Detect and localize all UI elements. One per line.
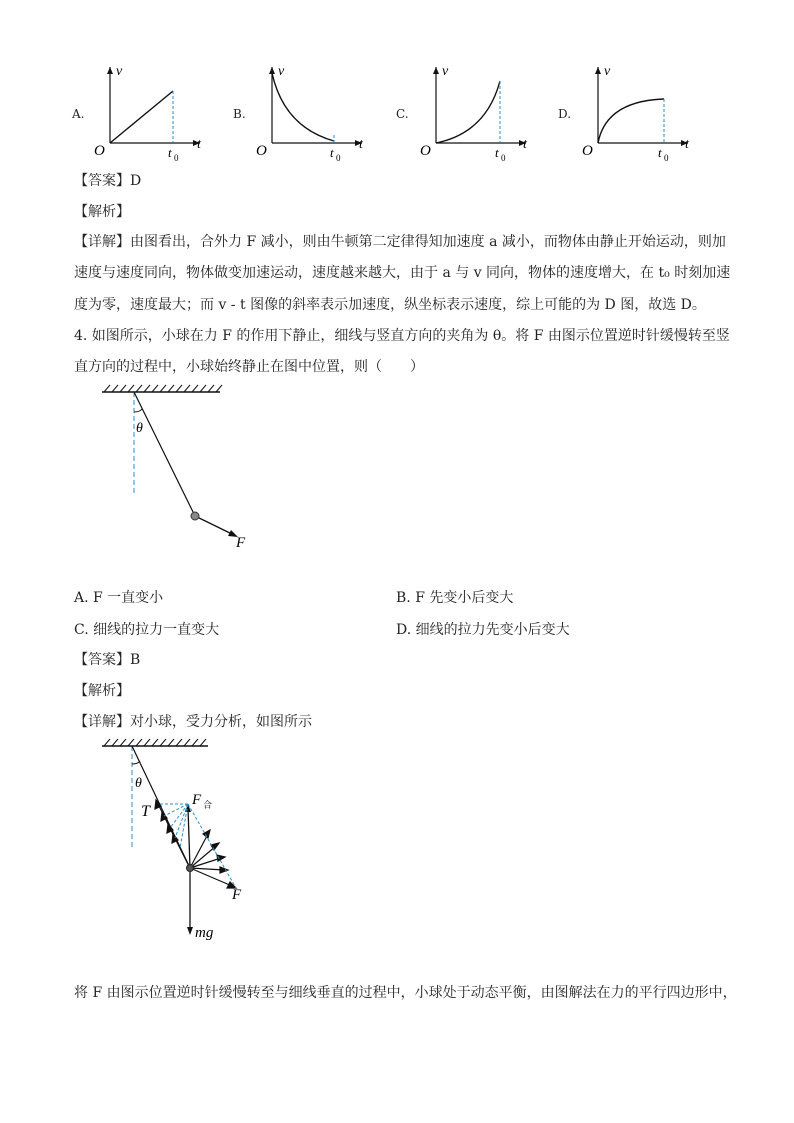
q4-figure-pendulum bbox=[96, 384, 266, 554]
theta-label: θ bbox=[136, 421, 143, 436]
q3-detail-line-3: 度为零，速度最大；而 v - t 图像的斜率表示加速度，纵坐标表示速度，综上可能的为 D 图，故选 D。 bbox=[74, 297, 706, 313]
graph-c bbox=[416, 55, 546, 165]
q4-option-b[interactable]: B. F 先变小后变大 bbox=[396, 590, 514, 606]
answer-value: B bbox=[130, 652, 141, 668]
vt-graphs-row bbox=[0, 55, 794, 175]
q4-option-c[interactable]: C. 细线的拉力一直变大 bbox=[74, 622, 220, 638]
t-axis-label: t bbox=[197, 137, 201, 152]
v-axis-label: v bbox=[116, 64, 123, 79]
q3-detail-line-1: 【详解】由图看出，合外力 F 减小，则由牛顿第二定律得知加速度 a 减小，而物体由静止开始运动，则加 bbox=[74, 234, 726, 250]
origin-label: O bbox=[420, 143, 431, 159]
detail-tag: 【详解】 bbox=[74, 234, 130, 250]
option-b-label: B. bbox=[233, 107, 246, 121]
t0-label: t bbox=[658, 145, 662, 160]
resultant-label: F bbox=[192, 792, 202, 808]
t-axis-label: t bbox=[523, 137, 527, 152]
origin-label: O bbox=[94, 143, 105, 159]
theta-label: θ bbox=[135, 776, 142, 791]
t0-label: t bbox=[330, 145, 334, 160]
q4-stem-line-2: 直方向的过程中，小球始终静止在图中位置，则（ ） bbox=[74, 359, 424, 375]
resultant-sub: 合 bbox=[203, 800, 213, 810]
v-axis-label: v bbox=[278, 64, 285, 79]
v-axis-label: v bbox=[604, 64, 611, 79]
graph-d bbox=[578, 55, 708, 165]
q4-analysis-tag: 【解析】 bbox=[74, 683, 130, 699]
t-axis-label: t bbox=[685, 137, 689, 152]
t0-label: t bbox=[495, 145, 499, 160]
t-axis-label: t bbox=[359, 137, 363, 152]
t0-sub: 0 bbox=[336, 153, 341, 163]
q4-stem-line-1: 4. 如图所示，小球在力 F 的作用下静止，细线与竖直方向的夹角为 θ。将 F 由图示位置逆时针缓慢转至竖 bbox=[74, 328, 730, 344]
option-c-label: C. bbox=[396, 107, 409, 121]
q3-answer-line bbox=[74, 172, 141, 190]
answer-tag: 【答案】 bbox=[74, 173, 130, 189]
v-axis-label: v bbox=[442, 64, 449, 79]
tension-label: T bbox=[141, 803, 150, 820]
answer-value: D bbox=[130, 173, 142, 189]
t0-sub: 0 bbox=[174, 153, 179, 163]
answer-tag: 【答案】 bbox=[74, 652, 130, 668]
t0-sub: 0 bbox=[501, 153, 506, 163]
q4-detail-line: 【详解】对小球，受力分析，如图所示 bbox=[74, 714, 312, 730]
gravity-label: mg bbox=[195, 925, 214, 941]
q3-analysis-tag: 【解析】 bbox=[74, 204, 130, 220]
detail-tag: 【详解】 bbox=[74, 714, 130, 730]
q4-final-line: 将 F 由图示位置逆时针缓慢转至与细线垂直的过程中，小球处于动态平衡，由图解法在力的平行四边形中， bbox=[74, 985, 737, 1001]
force-label: F bbox=[232, 887, 242, 903]
graph-a bbox=[90, 55, 220, 165]
origin-label: O bbox=[256, 143, 267, 159]
q3-detail-line-2: 速度与速度同向，物体做变加速运动，速度越来越大，由于 a 与 v 同向，物体的速度增大，在 t₀ 时刻加速 bbox=[74, 265, 731, 281]
option-d-label: D. bbox=[558, 107, 572, 121]
option-a-label: A. bbox=[72, 107, 85, 121]
graph-b bbox=[252, 55, 382, 165]
q4-answer-line bbox=[74, 651, 140, 669]
t0-sub: 0 bbox=[664, 153, 669, 163]
origin-label: O bbox=[582, 143, 593, 159]
q4-option-a[interactable]: A. F 一直变小 bbox=[74, 590, 164, 606]
q4-figure-force-diagram bbox=[98, 738, 268, 948]
q4-option-d[interactable]: D. 细线的拉力先变小后变大 bbox=[396, 622, 570, 638]
t0-label: t bbox=[168, 145, 172, 160]
force-label: F bbox=[236, 535, 246, 551]
